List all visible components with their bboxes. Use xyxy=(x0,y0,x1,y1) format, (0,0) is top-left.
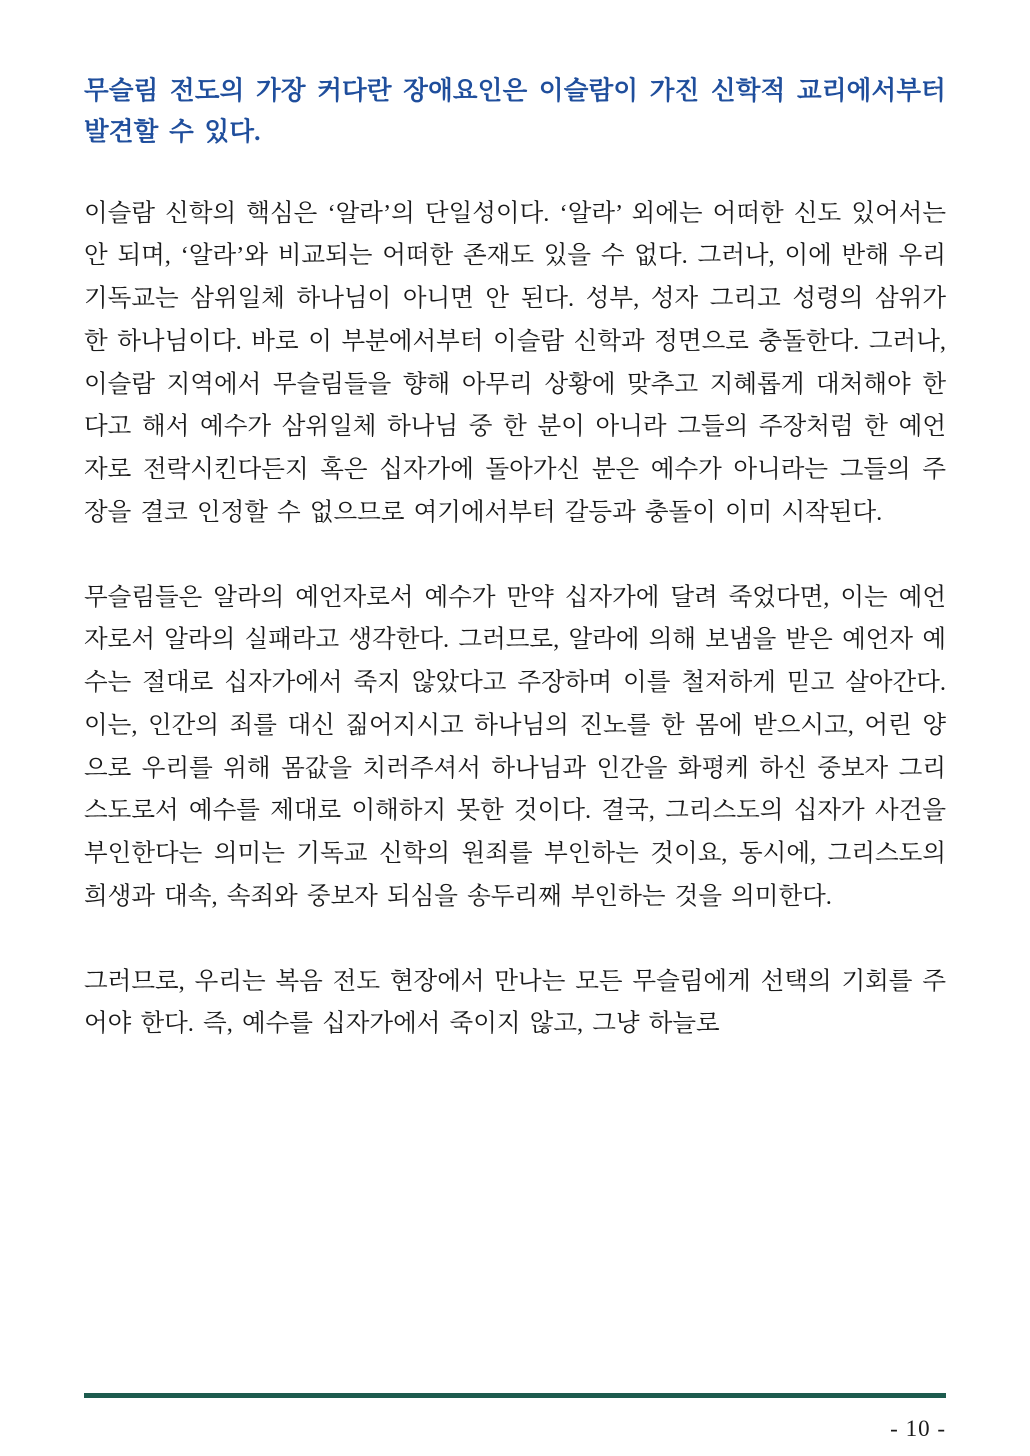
page-number: - 10 - xyxy=(890,1416,946,1441)
page-content xyxy=(84,70,946,1046)
footer-divider xyxy=(84,1393,946,1398)
body-paragraph-1: 이슬람 신학의 핵심은 ‘알라’의 단일성이다. ‘알라’ 외에는 어떠한 신도 있어서는 안 되며, ‘알라’와 비교되는 어떠한 존재도 있을 수 없다. 그러나, 이에 반해 우리 기독교는 삼위일체 하나님이 아니면 안 된다. 성부, 성자 그리고 성령의 삼위가 한 하나님이다. 바로 이 부분에서부터 이슬람 신학과 정면으로 충돌한다. 그러나, 이슬람 지역에서 무슬림들을 향해 아무리 상황에 맞추고 지혜롭게 대처해야 한다고 해서 예수가 삼위일체 하나님 중 한 분이 아니라 그들의 주장처럼 한 예언자로 전락시킨다든지 혹은 십자가에 돌아가신 분은 예수가 아니라는 그들의 주장을 결코 인정할 수 없으므로 여기에서부터 갈등과 충돌이 이미 시작된다. xyxy=(84,199,946,526)
body-paragraph-2: 무슬림들은 알라의 예언자로서 예수가 만약 십자가에 달려 죽었다면, 이는 예언자로서 알라의 실패라고 생각한다. 그러므로, 알라에 의해 보냄을 받은 예언자 예수는 절대로 십자가에서 죽지 않았다고 주장하며 이를 철저하게 믿고 살아간다. 이는, 인간의 죄를 대신 짊어지시고 하나님의 진노를 한 몸에 받으시고, 어린 양으로 우리를 위해 몸값을 치러주셔서 하나님과 인간을 화평케 하신 중보자 그리스도로서 예수를 제대로 이해하지 못한 것이다. 결국, 그리스도의 십자가 사건을 부인한다는 의미는 기독교 신학의 원죄를 부인하는 것이요, 동시에, 그리스도의 희생과 대속, 속죄와 중보자 되심을 송두리째 부인하는 것을 의미한다. xyxy=(84,583,946,910)
body-paragraph-3: 그러므로, 우리는 복음 전도 현장에서 만나는 모든 무슬림에게 선택의 기회를 주어야 한다. 즉, 예수를 십자가에서 죽이지 않고, 그냥 하늘로 xyxy=(84,967,946,1038)
footer-divider-cap xyxy=(84,1393,94,1398)
section-heading: 무슬림 전도의 가장 커다란 장애요인은 이슬람이 가진 신학적 교리에서부터 발견할 수 있다. xyxy=(84,76,946,147)
